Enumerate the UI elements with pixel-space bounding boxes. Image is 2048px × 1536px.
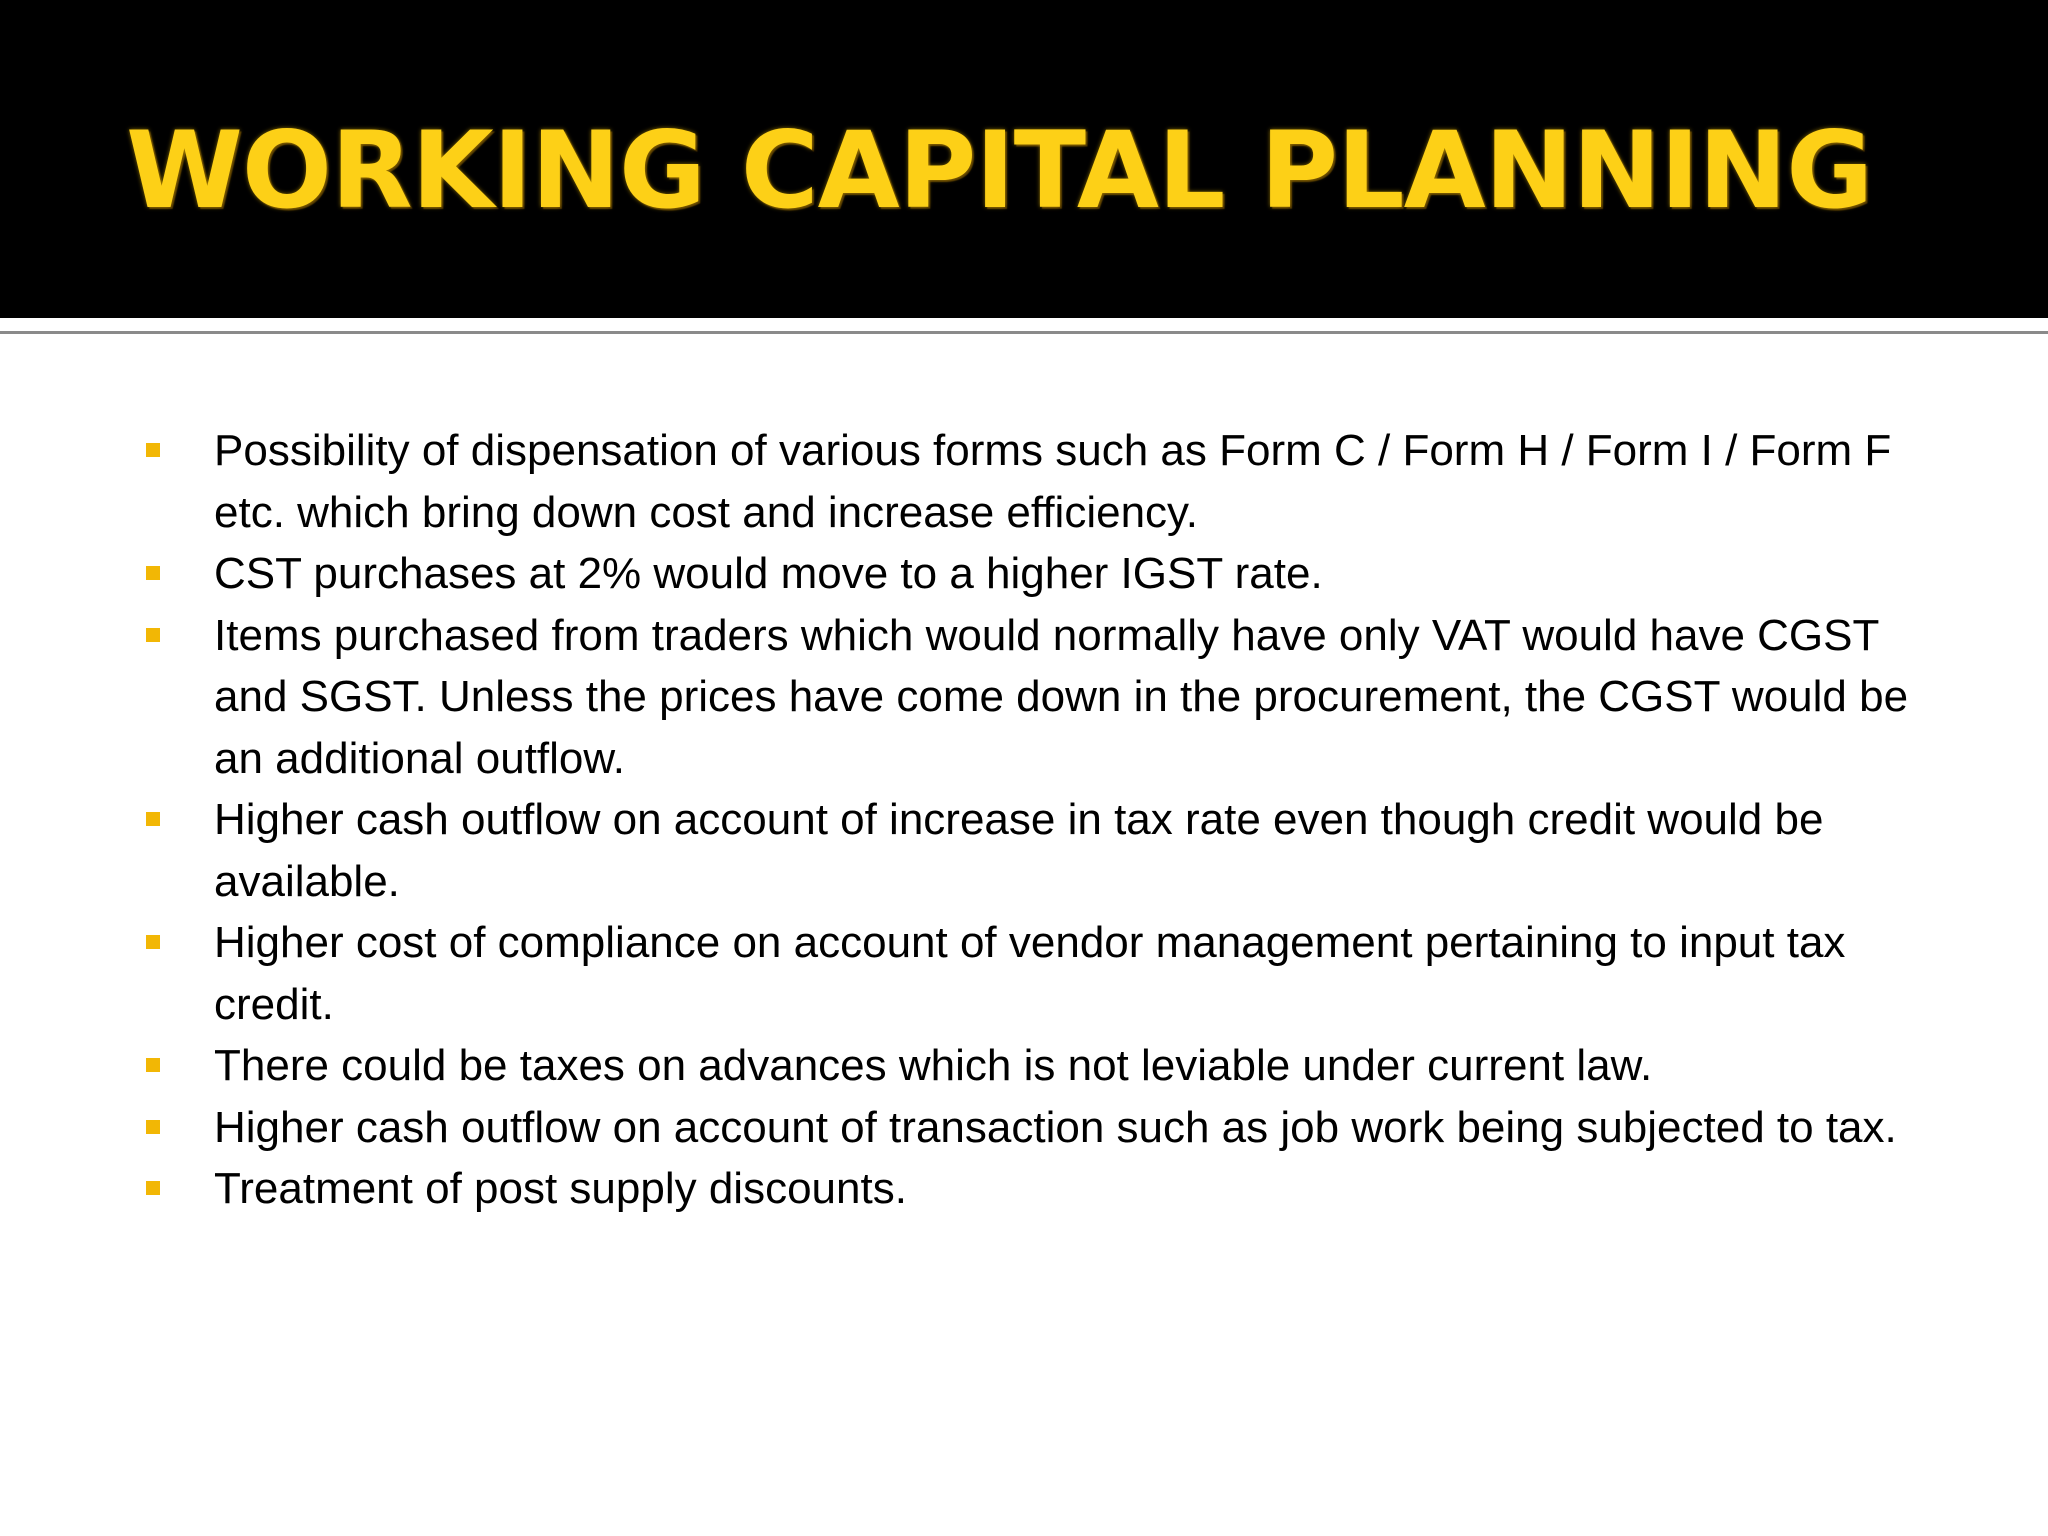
- divider-thin: [0, 331, 2048, 334]
- square-bullet-icon: [146, 812, 160, 826]
- bullet-item: [144, 912, 1934, 1035]
- title-band: [0, 0, 2048, 318]
- square-bullet-icon: [146, 935, 160, 949]
- bullet-item: [144, 1035, 1934, 1097]
- bullet-item: [144, 420, 1934, 543]
- bullet-list: [144, 420, 1934, 1220]
- bullet-text: Possibility of dispensation of various forms such as Form C / Form H / Form I / Form F etc. which bring down cost and increase efficiency.: [214, 426, 1892, 537]
- bullet-text: Treatment of post supply discounts.: [214, 1164, 907, 1213]
- square-bullet-icon: [146, 1120, 160, 1134]
- bullet-item: [144, 1097, 1934, 1159]
- square-bullet-icon: [146, 1058, 160, 1072]
- square-bullet-icon: [146, 1181, 160, 1195]
- bullet-text: Items purchased from traders which would normally have only VAT would have CGST and SGST. Unless the prices have come down in the procurement, the CGST would be an additional outflow.: [214, 610, 1909, 783]
- slide-title: WORKING CAPITAL PLANNING: [126, 109, 1873, 232]
- bullet-text: Higher cost of compliance on account of vendor management pertaining to input tax credit.: [214, 918, 1846, 1029]
- bullet-item: [144, 1158, 1934, 1220]
- bullet-item: [144, 543, 1934, 605]
- square-bullet-icon: [146, 443, 160, 457]
- bullet-text: There could be taxes on advances which is not leviable under current law.: [214, 1041, 1653, 1090]
- bullet-item: [144, 605, 1934, 790]
- bullet-text: Higher cash outflow on account of increase in tax rate even though credit would be available.: [214, 795, 1824, 906]
- square-bullet-icon: [146, 628, 160, 642]
- divider-thick: [0, 318, 2048, 328]
- bullet-item: [144, 789, 1934, 912]
- bullet-text: CST purchases at 2% would move to a higher IGST rate.: [214, 549, 1323, 598]
- square-bullet-icon: [146, 566, 160, 580]
- bullet-text: Higher cash outflow on account of transaction such as job work being subjected to tax.: [214, 1102, 1897, 1152]
